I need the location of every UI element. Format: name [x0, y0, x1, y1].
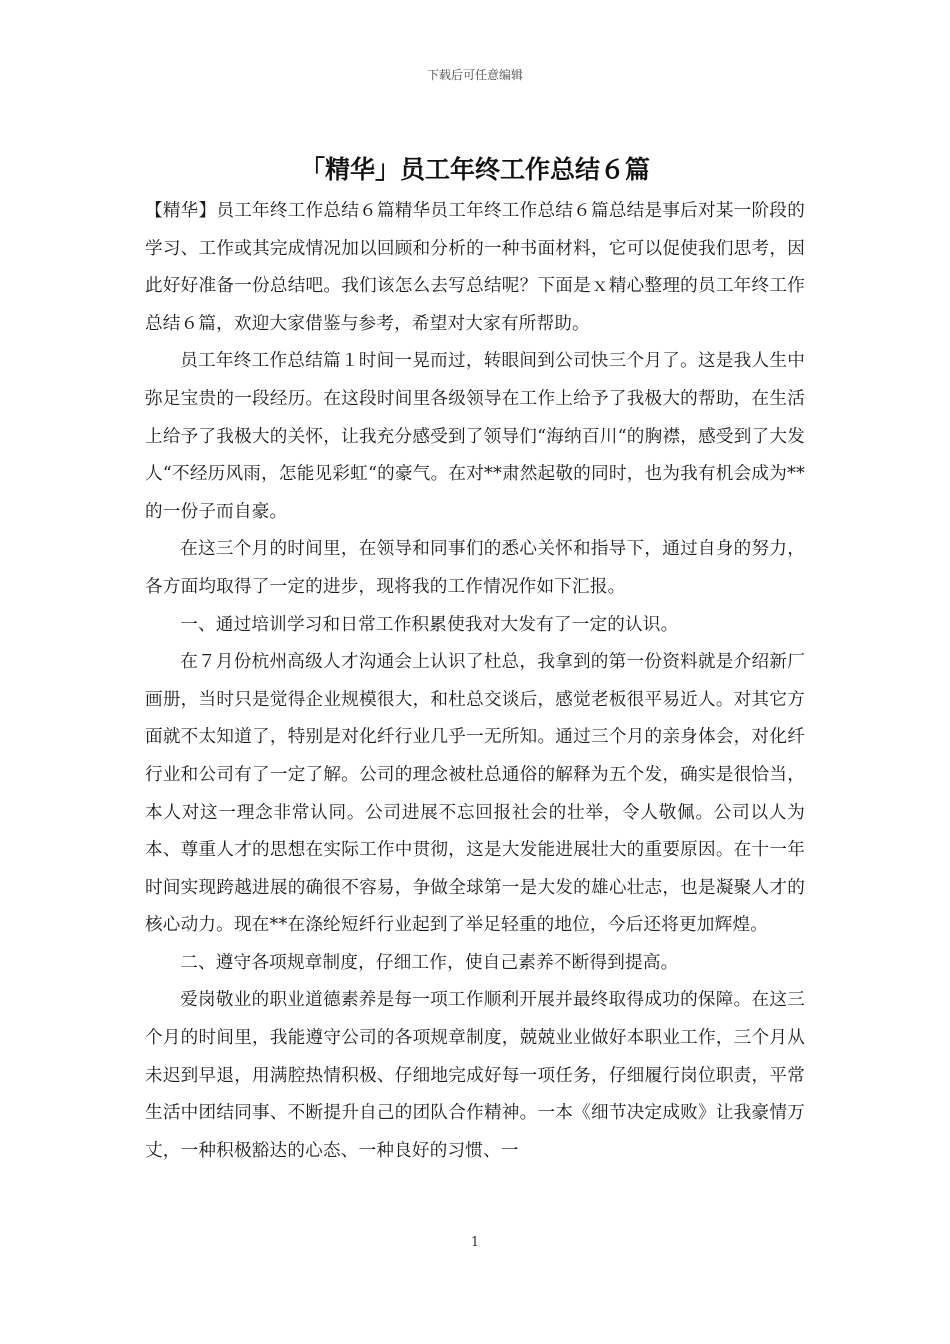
body-paragraph: 在７月份杭州高级人才沟通会上认识了杜总，我拿到的第一份资料就是介绍新厂画册，当时只是觉得企业规模很大，和杜总交谈后，感觉老板很平易近人。对其它方面就不太知道了，特别是对化纤行业几乎一无所知。通过三个月的亲身体会，对化纤行业和公司有了一定了解。公司的理念被杜总通俗的解释为五个发，确实是很恰当，本人对这一理念非常认同。公司进展不忘回报社会的壮举，令人敬佩。公司以人为本、尊重人才的思想在实际工作中贯彻，这是大发能进展壮大的重要原因。在十一年时间实现跨越进展的确很不容易，争做全球第一是大发的雄心壮志，也是凝聚人才的核心动力。现在**在涤纶短纤行业起到了举足轻重的地位，今后还将更加辉煌。 — [145, 652, 805, 936]
body-paragraph: 一、通过培训学习和日常工作积累使我对大发有了一定的认识。 — [180, 614, 679, 635]
body-paragraph: 员工年终工作总结篇１时间一晃而过，转眼间到公司快三个月了。这是我人生中弥足宝贵的一段经历。在这段时间里各级领导在工作上给予了我极大的帮助，在生活上给予了我极大的关怀，让我充分感受到了领导们“海纳百川“的胸襟，感受到了大发人“不经历风雨，怎能见彩虹“的豪气。在对**肃然起敬的同时，也为我有机会成为**的一份子而自豪。 — [145, 351, 805, 522]
page-number: 1 — [470, 1235, 480, 1250]
body-paragraph: 爱岗敬业的职业道德素养是每一项工作顺利开展并最终取得成功的保障。在这三个月的时间里，我能遵守公司的各项规章制度，兢兢业业做好本职业工作，三个月从未迟到早退，用满腔热情积极、仔细地完成好每一项任务，仔细履行岗位职责，平常生活中团结同事、不断提升自己的团队合作精神。一本《细节决定成败》让我豪情万丈，一种积极豁达的心态、一种良好的习惯、一 — [145, 990, 805, 1161]
body-paragraph: 二、遵守各项规章制度，仔细工作，使自己素养不断得到提高。 — [180, 952, 679, 973]
document-body — [145, 193, 805, 1170]
header-note: 下载后可任意编辑 — [426, 68, 523, 82]
document-title: 「精华」员工年终工作总结６篇 — [299, 155, 650, 184]
body-paragraph: 【精华】员工年终工作总结６篇精华员工年终工作总结６篇总结是事后对某一阶段的学习、工作或其完成情况加以回顾和分析的一种书面材料，它可以促使我们思考，因此好好准备一份总结吧。我们该怎么去写总结呢？下面是ｘ精心整理的员工年终工作总结６篇，欢迎大家借鉴与参考，希望对大家有所帮助。 — [145, 201, 805, 334]
body-paragraph: 在这三个月的时间里，在领导和同事们的悉心关怀和指导下，通过自身的努力，各方面均取得了一定的进步，现将我的工作情况作如下汇报。 — [145, 539, 805, 597]
